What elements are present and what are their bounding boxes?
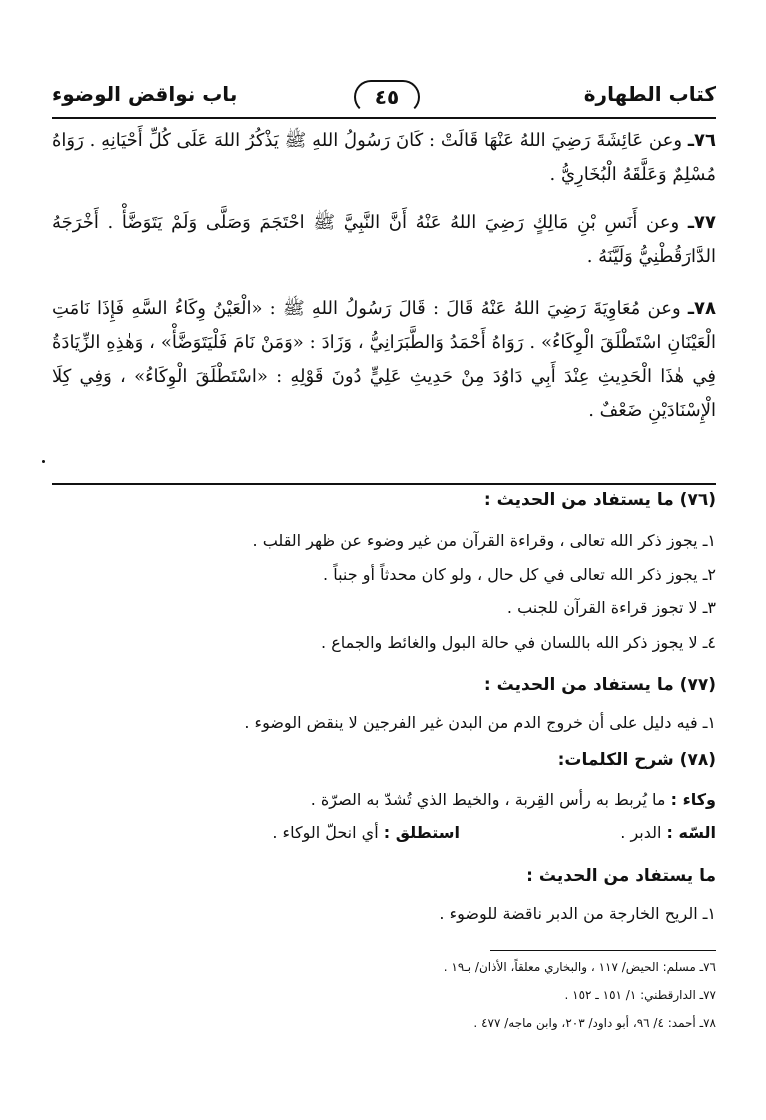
word-term: السّه : <box>666 823 716 842</box>
chapter-title: باب نواقض الوضوء <box>52 82 238 106</box>
word-term: وكاء : <box>670 790 716 809</box>
word-definition-wika <box>311 790 716 809</box>
word-definition-sah <box>620 823 716 842</box>
hadith-text: وعن مُعَاوِيَةَ رَضِيَ اللهُ عَنْهُ قَالَ : قَالَ رَسُولُ اللهِ ﷺ : «الْعَيْنُ وِكَاءُ السَّهِ فَإِذَا نَامَتِ الْعَيْنَانِ اسْتَطْلَقَ الْوِكَاءُ» . رَوَاهُ أَحْمَدُ وَالطَّبَرَانِيُّ ، وَزَادَ : «وَمَنْ نَامَ فَلْيَتَوَضَّأْ» ، وَهٰذِهِ الزِّيَادَةُ فِي هٰذَا الْحَدِيثِ عِنْدَ أَبِي دَاوُدَ مِنْ حَدِيثِ عَلِيٍّ دُونَ قَوْلِهِ : «اسْتَطْلَقَ الْوِكَاءُ» ، وَفِي كِلَا الْإِسْنَادَيْنِ ضَعْفٌ . <box>52 298 716 421</box>
word-meaning: ما يُربط به رأس القِربة ، والخيط الذي تُشدّ به الصرّة . <box>310 790 666 809</box>
benefits-76-title: (٧٦) ما يستفاد من الحديث : <box>483 490 716 510</box>
benefit-item: ١ـ يجوز ذكر الله تعالى ، وقراءة القرآن من غير وضوء عن ظهر القلب . <box>252 531 716 550</box>
benefits-77-title: (٧٧) ما يستفاد من الحديث : <box>483 675 716 695</box>
hadith-number: ٧٧ـ <box>687 212 716 233</box>
word-term: استطلق : <box>383 823 460 842</box>
footnote: ٧٦ـ مسلم: الحيض/ ١١٧ ، والبخاري معلقاً، الأذان/ بـ١٩ . <box>443 960 716 974</box>
benefit-item: ٢ـ يجوز ذكر الله تعالى في كل حال ، ولو كان محدثاً أو جنباً . <box>323 565 716 584</box>
page-number: ٤٥ <box>354 80 420 114</box>
word-meaning: الدبر . <box>620 823 662 842</box>
benefit-item: ٤ـ لا يجوز ذكر الله باللسان في حالة البول والغائط والجماع . <box>321 633 716 652</box>
stray-ink-dot <box>42 460 45 463</box>
footnote-divider <box>490 950 716 951</box>
commentary <box>52 0 716 1120</box>
words-78-title: (٧٨) شرح الكلمات: <box>557 750 716 770</box>
hadith-number: ٧٦ـ <box>687 130 716 151</box>
hadith-text: وعن أَنَسِ بْنِ مَالِكٍ رَضِيَ اللهُ عَنْهُ أَنَّ النَّبِيَّ ﷺ احْتَجَمَ وَصَلَّى وَلَمْ يَتَوَضَّأْ . أَخْرَجَهُ الدَّارَقُطْنِيُّ وَلَيَّنَهُ . <box>52 212 716 267</box>
hadith-text: وعن عَائِشَةَ رَضِيَ اللهُ عَنْهَا قَالَتْ : كَانَ رَسُولُ اللهِ ﷺ يَذْكُرُ اللهَ عَلَى كُلِّ أَحْيَانِهِ . رَوَاهُ مُسْلِمٌ وَعَلَّقَهُ الْبُخَارِيُّ . <box>52 130 716 185</box>
benefits-78-title: ما يستفاد من الحديث : <box>526 866 716 886</box>
word-meaning: أي انحلّ الوكاء . <box>272 823 379 842</box>
benefit-item: ١ـ فيه دليل على أن خروج الدم من البدن غير الفرجين لا ينقض الوضوء . <box>244 713 716 732</box>
hadith-number: ٧٨ـ <box>687 298 716 319</box>
benefit-item: ٣ـ لا تجوز قراءة القرآن للجنب . <box>506 598 716 617</box>
book-title: كتاب الطهارة <box>583 82 716 106</box>
footnote: ٧٧ـ الدارقطني: ١/ ١٥١ ـ ١٥٢ . <box>564 988 716 1002</box>
footnote: ٧٨ـ أحمد: ٤/ ٩٦، أبو داود/ ٢٠٣، وابن ماجه/ ٤٧٧ . <box>473 1016 716 1030</box>
word-definition-istatlaq <box>272 823 460 842</box>
benefit-item: ١ـ الريح الخارجة من الدبر ناقضة للوضوء . <box>439 904 716 923</box>
